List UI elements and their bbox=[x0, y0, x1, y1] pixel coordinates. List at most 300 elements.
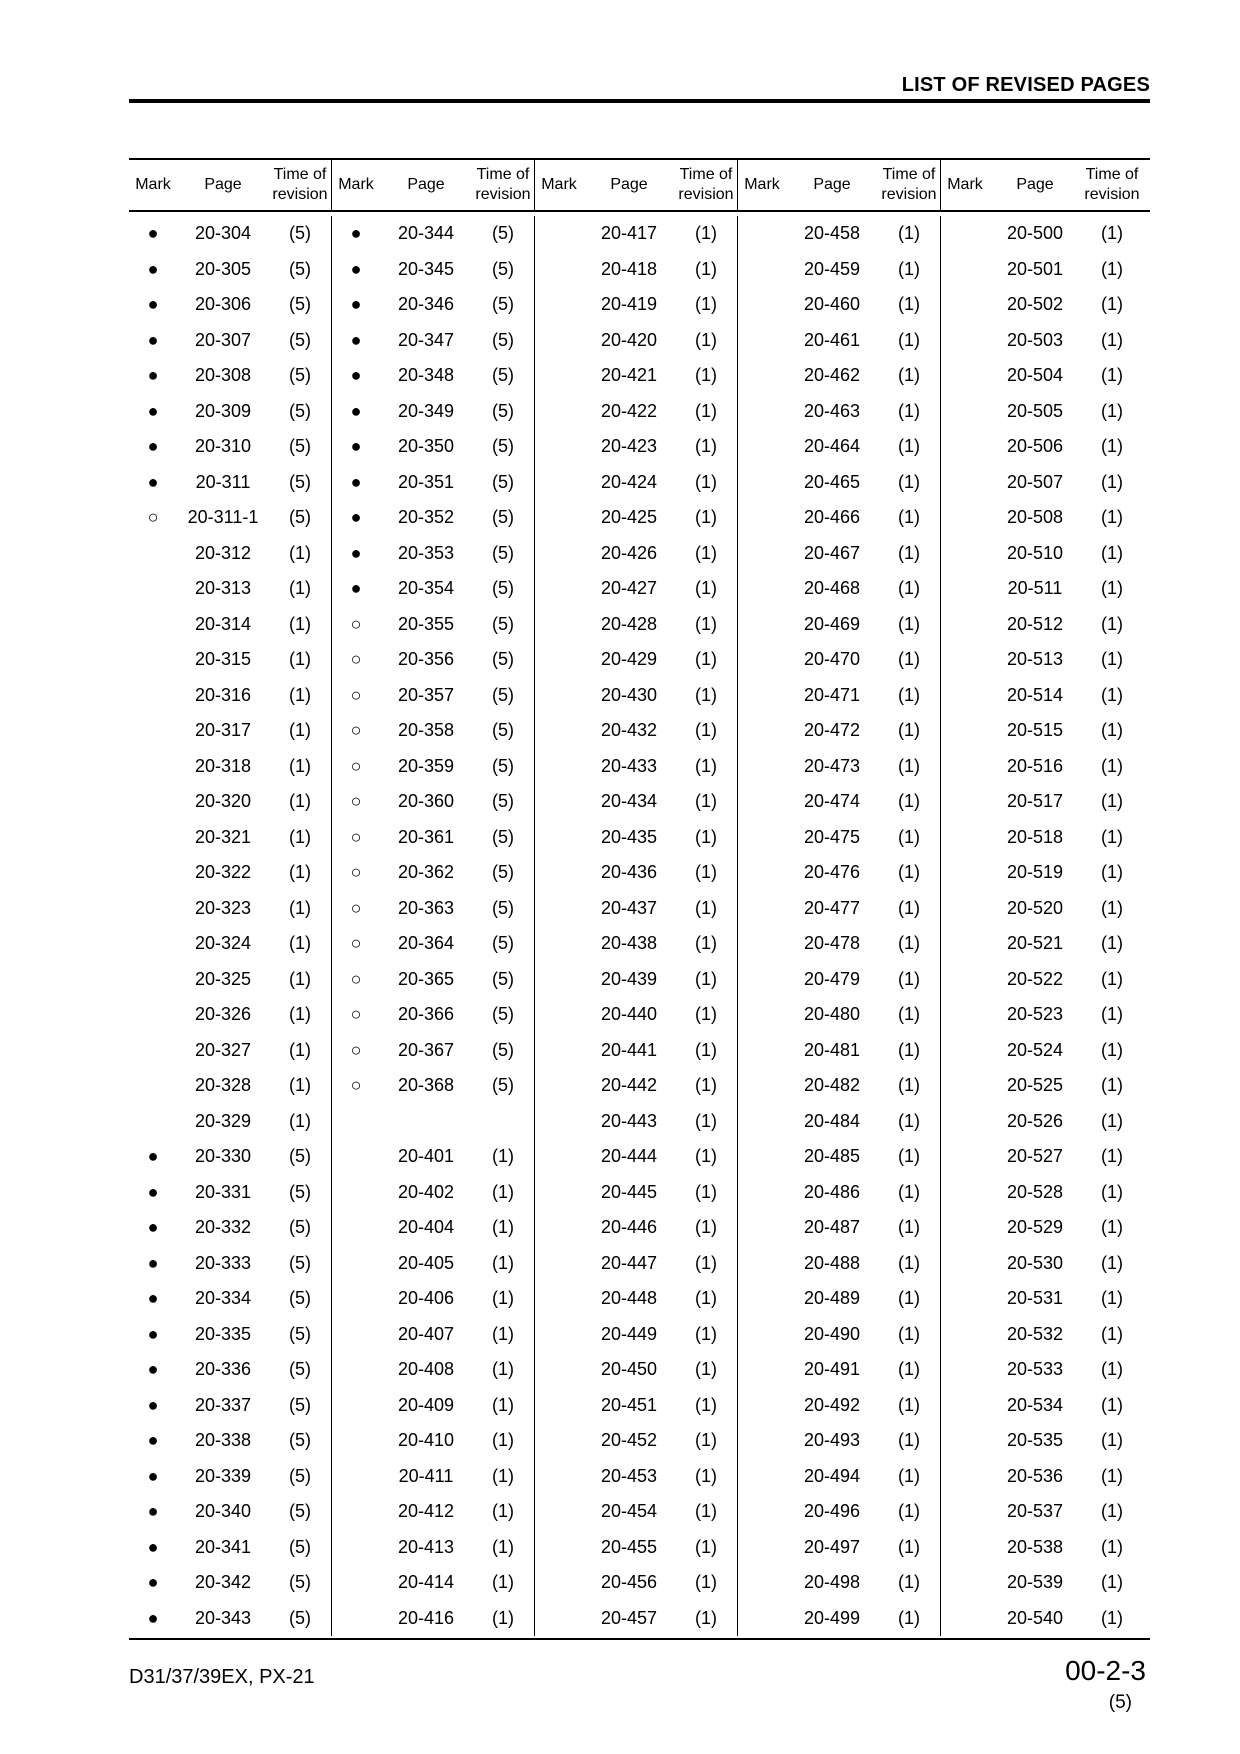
time-of-revision-cell: (1) bbox=[695, 436, 717, 457]
revision-mark bbox=[941, 465, 989, 501]
page-cell: 20-414 bbox=[397, 1572, 455, 1593]
page-cell: 20-330 bbox=[194, 1146, 252, 1167]
row-group bbox=[331, 571, 534, 607]
page-cell: 20-402 bbox=[397, 1181, 455, 1202]
row-group bbox=[940, 1246, 1143, 1282]
revision-mark bbox=[941, 287, 989, 323]
revision-mark bbox=[535, 1210, 583, 1246]
time-of-revision-cell: (1) bbox=[695, 897, 717, 918]
revision-mark bbox=[535, 784, 583, 820]
revision-mark bbox=[129, 1104, 177, 1140]
time-of-revision-cell: (5) bbox=[492, 578, 514, 599]
revision-mark bbox=[738, 1352, 786, 1388]
time-of-revision-cell: (1) bbox=[695, 1536, 717, 1557]
row-group bbox=[129, 1388, 331, 1424]
page-cell: 20-490 bbox=[803, 1323, 861, 1344]
row-group bbox=[940, 820, 1143, 856]
row-group bbox=[534, 1317, 737, 1353]
time-of-revision-cell: (5) bbox=[289, 1217, 311, 1238]
header-group bbox=[940, 160, 1143, 210]
page-cell: 20-328 bbox=[194, 1075, 252, 1096]
row-group bbox=[737, 1210, 940, 1246]
row-group bbox=[737, 820, 940, 856]
row-group bbox=[737, 1388, 940, 1424]
row-group bbox=[737, 1530, 940, 1566]
row-group bbox=[331, 820, 534, 856]
time-of-revision-cell: (5) bbox=[289, 1536, 311, 1557]
page-cell: 20-445 bbox=[600, 1181, 658, 1202]
revision-mark bbox=[941, 997, 989, 1033]
table-row bbox=[129, 1246, 1150, 1282]
page-cell: 20-487 bbox=[803, 1217, 861, 1238]
row-group bbox=[737, 1317, 940, 1353]
revision-mark bbox=[941, 1033, 989, 1069]
page-cell: 20-491 bbox=[803, 1359, 861, 1380]
revision-mark: ● bbox=[350, 507, 362, 528]
time-of-revision-cell: (1) bbox=[695, 258, 717, 279]
page-cell: 20-364 bbox=[397, 933, 455, 954]
revision-mark bbox=[535, 1139, 583, 1175]
row-group bbox=[940, 429, 1143, 465]
row-group bbox=[940, 1139, 1143, 1175]
revision-mark: ● bbox=[147, 365, 159, 386]
row-group bbox=[534, 429, 737, 465]
time-of-revision-cell: (5) bbox=[492, 791, 514, 812]
page-cell bbox=[380, 1104, 472, 1140]
page-cell: 20-461 bbox=[803, 329, 861, 350]
row-group bbox=[737, 678, 940, 714]
row-group bbox=[737, 571, 940, 607]
revision-mark bbox=[738, 536, 786, 572]
revision-mark bbox=[535, 962, 583, 998]
revision-mark bbox=[129, 1068, 177, 1104]
page-cell: 20-463 bbox=[803, 400, 861, 421]
revision-mark bbox=[535, 997, 583, 1033]
row-group bbox=[534, 926, 737, 962]
page-cell: 20-454 bbox=[600, 1501, 658, 1522]
page-cell: 20-514 bbox=[1006, 684, 1064, 705]
revision-mark: ○ bbox=[350, 684, 362, 705]
page-cell: 20-423 bbox=[600, 436, 658, 457]
revision-mark bbox=[129, 997, 177, 1033]
time-of-revision-cell: (1) bbox=[898, 1110, 920, 1131]
revision-mark bbox=[941, 1175, 989, 1211]
row-group bbox=[940, 749, 1143, 785]
revision-mark: ○ bbox=[350, 613, 362, 634]
revision-mark bbox=[738, 1210, 786, 1246]
page-cell: 20-315 bbox=[194, 649, 252, 670]
time-of-revision-cell: (5) bbox=[492, 436, 514, 457]
time-of-revision-cell: (1) bbox=[898, 649, 920, 670]
row-group bbox=[940, 997, 1143, 1033]
time-of-revision-cell: (5) bbox=[289, 329, 311, 350]
revision-mark bbox=[332, 1281, 380, 1317]
row-group bbox=[129, 287, 331, 323]
row-group bbox=[940, 1033, 1143, 1069]
table-row bbox=[129, 642, 1150, 678]
time-of-revision-header bbox=[269, 160, 331, 210]
page-cell: 20-462 bbox=[803, 365, 861, 386]
revision-mark bbox=[535, 1423, 583, 1459]
footer-model: D31/37/39EX, PX-21 bbox=[129, 1666, 315, 1688]
page-cell: 20-508 bbox=[1006, 507, 1064, 528]
revision-mark: ● bbox=[350, 578, 362, 599]
row-group bbox=[129, 465, 331, 501]
time-of-revision-cell: (5) bbox=[492, 258, 514, 279]
row-group bbox=[737, 1033, 940, 1069]
row-group bbox=[737, 1068, 940, 1104]
row-group bbox=[737, 926, 940, 962]
time-of-revision-header bbox=[878, 160, 940, 210]
page-cell: 20-516 bbox=[1006, 755, 1064, 776]
table-row bbox=[129, 216, 1150, 252]
page-cell: 20-365 bbox=[397, 968, 455, 989]
time-of-revision-cell: (1) bbox=[898, 1430, 920, 1451]
time-of-revision-cell: (1) bbox=[492, 1252, 514, 1273]
page-cell: 20-467 bbox=[803, 542, 861, 563]
revision-mark bbox=[129, 536, 177, 572]
page-cell: 20-416 bbox=[397, 1607, 455, 1628]
page-cell: 20-432 bbox=[600, 720, 658, 741]
revision-mark: ● bbox=[147, 1181, 159, 1202]
revision-mark bbox=[738, 855, 786, 891]
time-of-revision-cell: (1) bbox=[695, 1252, 717, 1273]
time-of-revision-cell: (1) bbox=[695, 578, 717, 599]
time-of-revision-cell: (5) bbox=[289, 436, 311, 457]
row-group bbox=[331, 1423, 534, 1459]
time-of-revision-cell: (5) bbox=[492, 1004, 514, 1025]
table-row bbox=[129, 1068, 1150, 1104]
page-cell: 20-304 bbox=[194, 223, 252, 244]
time-of-revision-cell: (1) bbox=[898, 897, 920, 918]
page-cell: 20-321 bbox=[194, 826, 252, 847]
page-cell: 20-358 bbox=[397, 720, 455, 741]
time-of-revision-cell: (1) bbox=[492, 1430, 514, 1451]
page-cell: 20-459 bbox=[803, 258, 861, 279]
page-cell: 20-346 bbox=[397, 294, 455, 315]
page-cell: 20-441 bbox=[600, 1039, 658, 1060]
table-row bbox=[129, 323, 1150, 359]
row-group bbox=[331, 1317, 534, 1353]
row-group bbox=[737, 891, 940, 927]
time-of-revision-cell: (1) bbox=[898, 1004, 920, 1025]
revision-mark bbox=[535, 1565, 583, 1601]
time-of-revision-cell: (1) bbox=[898, 436, 920, 457]
table-row bbox=[129, 1601, 1150, 1637]
revision-mark bbox=[535, 1104, 583, 1140]
header-group bbox=[331, 160, 534, 210]
row-group bbox=[331, 394, 534, 430]
time-of-revision-cell: (5) bbox=[289, 1430, 311, 1451]
page-cell: 20-470 bbox=[803, 649, 861, 670]
revision-mark bbox=[941, 1139, 989, 1175]
page-cell: 20-485 bbox=[803, 1146, 861, 1167]
revision-mark bbox=[738, 429, 786, 465]
row-group bbox=[940, 962, 1143, 998]
row-group bbox=[940, 500, 1143, 536]
row-group bbox=[331, 1068, 534, 1104]
time-of-revision-cell: (1) bbox=[695, 968, 717, 989]
time-of-revision-cell: (1) bbox=[1101, 1536, 1123, 1557]
table-body bbox=[129, 212, 1150, 1638]
row-group bbox=[534, 358, 737, 394]
row-group bbox=[534, 1352, 737, 1388]
revision-mark bbox=[332, 1246, 380, 1282]
time-of-revision-cell: (1) bbox=[695, 365, 717, 386]
row-group bbox=[940, 1494, 1143, 1530]
row-group bbox=[737, 1423, 940, 1459]
row-group bbox=[129, 607, 331, 643]
row-group bbox=[129, 962, 331, 998]
revision-mark bbox=[535, 713, 583, 749]
row-group bbox=[534, 1565, 737, 1601]
table-row bbox=[129, 1033, 1150, 1069]
page-cell: 20-453 bbox=[600, 1465, 658, 1486]
time-of-revision-cell: (5) bbox=[492, 862, 514, 883]
table-row bbox=[129, 997, 1150, 1033]
time-of-revision-cell: (1) bbox=[695, 1430, 717, 1451]
time-of-revision-cell: (5) bbox=[492, 649, 514, 670]
time-of-revision-cell: (1) bbox=[898, 755, 920, 776]
revision-mark bbox=[535, 287, 583, 323]
revision-mark bbox=[332, 1601, 380, 1637]
revision-mark bbox=[129, 891, 177, 927]
time-header-line1: Time of bbox=[679, 166, 733, 183]
revision-mark: ● bbox=[147, 294, 159, 315]
row-group bbox=[940, 1565, 1143, 1601]
time-of-revision-cell: (5) bbox=[492, 329, 514, 350]
row-group bbox=[331, 1210, 534, 1246]
time-of-revision-cell: (5) bbox=[492, 933, 514, 954]
time-of-revision-cell: (1) bbox=[695, 1323, 717, 1344]
row-group bbox=[331, 1104, 534, 1140]
page-cell: 20-337 bbox=[194, 1394, 252, 1415]
page-cell: 20-359 bbox=[397, 755, 455, 776]
time-of-revision-cell: (1) bbox=[898, 1607, 920, 1628]
row-group bbox=[534, 394, 737, 430]
time-of-revision-cell: (1) bbox=[898, 1217, 920, 1238]
revision-mark: ● bbox=[147, 1252, 159, 1273]
time-of-revision-cell: (5) bbox=[289, 365, 311, 386]
revision-mark bbox=[941, 216, 989, 252]
row-group bbox=[534, 1459, 737, 1495]
page-cell: 20-465 bbox=[803, 471, 861, 492]
revision-mark bbox=[738, 713, 786, 749]
revision-mark bbox=[738, 784, 786, 820]
time-of-revision-cell: (5) bbox=[492, 755, 514, 776]
revision-mark bbox=[738, 1530, 786, 1566]
page-cell: 20-520 bbox=[1006, 897, 1064, 918]
row-group bbox=[940, 216, 1143, 252]
revision-mark: ● bbox=[147, 329, 159, 350]
page-cell: 20-502 bbox=[1006, 294, 1064, 315]
page-header: Page bbox=[813, 176, 851, 193]
row-group bbox=[129, 1530, 331, 1566]
time-of-revision-cell: (5) bbox=[492, 507, 514, 528]
page-cell: 20-354 bbox=[397, 578, 455, 599]
revision-mark: ● bbox=[350, 294, 362, 315]
revision-mark bbox=[535, 571, 583, 607]
time-of-revision-cell: (1) bbox=[898, 365, 920, 386]
page-cell: 20-428 bbox=[600, 613, 658, 634]
revised-pages-table bbox=[129, 158, 1150, 1640]
time-of-revision-cell: (1) bbox=[695, 1110, 717, 1131]
page-cell: 20-472 bbox=[803, 720, 861, 741]
row-group bbox=[129, 749, 331, 785]
time-header-line2: revision bbox=[475, 186, 531, 203]
table-row bbox=[129, 429, 1150, 465]
page-cell: 20-522 bbox=[1006, 968, 1064, 989]
page-cell: 20-494 bbox=[803, 1465, 861, 1486]
revision-mark bbox=[941, 1388, 989, 1424]
table-row bbox=[129, 1139, 1150, 1175]
revision-mark bbox=[738, 1246, 786, 1282]
time-of-revision-cell: (5) bbox=[492, 542, 514, 563]
time-of-revision-cell: (1) bbox=[695, 649, 717, 670]
page-cell: 20-513 bbox=[1006, 649, 1064, 670]
revision-mark bbox=[535, 500, 583, 536]
time-of-revision-cell: (1) bbox=[898, 1359, 920, 1380]
time-of-revision-cell: (1) bbox=[289, 649, 311, 670]
time-header-line1: Time of bbox=[476, 166, 530, 183]
time-of-revision-cell: (5) bbox=[289, 1607, 311, 1628]
revision-mark: ○ bbox=[350, 826, 362, 847]
time-of-revision-cell: (1) bbox=[492, 1501, 514, 1522]
time-of-revision-cell: (1) bbox=[898, 1075, 920, 1096]
revision-mark bbox=[535, 1352, 583, 1388]
revision-mark bbox=[129, 855, 177, 891]
time-of-revision-cell: (1) bbox=[1101, 1501, 1123, 1522]
revision-mark bbox=[332, 1565, 380, 1601]
page-cell: 20-311 bbox=[195, 471, 251, 492]
page-cell: 20-534 bbox=[1006, 1394, 1064, 1415]
time-of-revision-cell: (1) bbox=[898, 862, 920, 883]
page-cell: 20-424 bbox=[600, 471, 658, 492]
row-group bbox=[940, 607, 1143, 643]
row-group bbox=[534, 216, 737, 252]
table-row bbox=[129, 784, 1150, 820]
time-of-revision-cell: (5) bbox=[289, 1572, 311, 1593]
revision-mark: ● bbox=[147, 1323, 159, 1344]
page-cell: 20-530 bbox=[1006, 1252, 1064, 1273]
time-of-revision-header bbox=[472, 160, 534, 210]
time-header-line1: Time of bbox=[1085, 166, 1139, 183]
mark-header: Mark bbox=[541, 176, 577, 193]
row-group bbox=[940, 358, 1143, 394]
row-group bbox=[129, 1210, 331, 1246]
row-group bbox=[737, 323, 940, 359]
time-of-revision-header bbox=[1081, 160, 1143, 210]
revision-mark bbox=[738, 323, 786, 359]
time-of-revision-cell: (1) bbox=[695, 1359, 717, 1380]
revision-mark bbox=[941, 323, 989, 359]
row-group bbox=[331, 678, 534, 714]
row-group bbox=[129, 997, 331, 1033]
time-of-revision-cell: (1) bbox=[1101, 436, 1123, 457]
page-cell: 20-435 bbox=[600, 826, 658, 847]
page-cell: 20-475 bbox=[803, 826, 861, 847]
revision-mark: ○ bbox=[350, 1075, 362, 1096]
time-of-revision-cell: (1) bbox=[1101, 1323, 1123, 1344]
time-of-revision-cell: (1) bbox=[1101, 1004, 1123, 1025]
row-group bbox=[129, 1317, 331, 1353]
revision-mark bbox=[738, 997, 786, 1033]
time-of-revision-cell: (1) bbox=[898, 223, 920, 244]
row-group bbox=[737, 1246, 940, 1282]
row-group bbox=[534, 1210, 737, 1246]
revision-mark bbox=[332, 1175, 380, 1211]
row-group bbox=[129, 1423, 331, 1459]
footer-revision: (5) bbox=[1108, 1692, 1132, 1713]
revision-mark: ● bbox=[147, 1465, 159, 1486]
table-row bbox=[129, 1317, 1150, 1353]
time-of-revision-cell: (1) bbox=[492, 1465, 514, 1486]
time-of-revision-cell: (1) bbox=[898, 542, 920, 563]
page-cell: 20-368 bbox=[397, 1075, 455, 1096]
time-of-revision-cell: (5) bbox=[492, 294, 514, 315]
page-header: Page bbox=[610, 176, 648, 193]
page-cell: 20-440 bbox=[600, 1004, 658, 1025]
row-group bbox=[940, 571, 1143, 607]
table-row bbox=[129, 607, 1150, 643]
page-cell: 20-524 bbox=[1006, 1039, 1064, 1060]
page-header: Page bbox=[1016, 176, 1054, 193]
row-group bbox=[534, 252, 737, 288]
row-group bbox=[940, 1601, 1143, 1637]
page-cell: 20-334 bbox=[194, 1288, 252, 1309]
row-group bbox=[534, 465, 737, 501]
time-of-revision-cell: (1) bbox=[492, 1146, 514, 1167]
time-of-revision-cell: (1) bbox=[492, 1288, 514, 1309]
page-cell: 20-436 bbox=[600, 862, 658, 883]
time-header-line1: Time of bbox=[882, 166, 936, 183]
table-row bbox=[129, 536, 1150, 572]
row-group bbox=[940, 1423, 1143, 1459]
row-group bbox=[129, 1494, 331, 1530]
time-of-revision-cell: (1) bbox=[898, 791, 920, 812]
time-of-revision-cell: (5) bbox=[492, 968, 514, 989]
time-of-revision-cell: (1) bbox=[1101, 258, 1123, 279]
page-cell: 20-349 bbox=[397, 400, 455, 421]
row-group bbox=[129, 1139, 331, 1175]
page-cell: 20-474 bbox=[803, 791, 861, 812]
row-group bbox=[129, 1068, 331, 1104]
row-group bbox=[129, 358, 331, 394]
table-row bbox=[129, 1281, 1150, 1317]
time-of-revision-cell: (1) bbox=[1101, 1359, 1123, 1380]
revision-mark bbox=[535, 1601, 583, 1637]
time-of-revision-cell: (1) bbox=[898, 933, 920, 954]
page-cell: 20-410 bbox=[397, 1430, 455, 1451]
revision-mark bbox=[941, 678, 989, 714]
page-cell: 20-479 bbox=[803, 968, 861, 989]
revision-mark bbox=[535, 749, 583, 785]
row-group bbox=[940, 1281, 1143, 1317]
page-cell: 20-406 bbox=[397, 1288, 455, 1309]
row-group bbox=[534, 500, 737, 536]
time-header-line2: revision bbox=[678, 186, 734, 203]
revision-mark bbox=[535, 642, 583, 678]
table-row bbox=[129, 749, 1150, 785]
row-group bbox=[331, 500, 534, 536]
page-cell: 20-528 bbox=[1006, 1181, 1064, 1202]
row-group bbox=[331, 323, 534, 359]
page-cell: 20-316 bbox=[194, 684, 252, 705]
page-cell: 20-333 bbox=[194, 1252, 252, 1273]
revision-mark bbox=[941, 358, 989, 394]
revision-mark: ○ bbox=[350, 791, 362, 812]
page-cell: 20-367 bbox=[397, 1039, 455, 1060]
